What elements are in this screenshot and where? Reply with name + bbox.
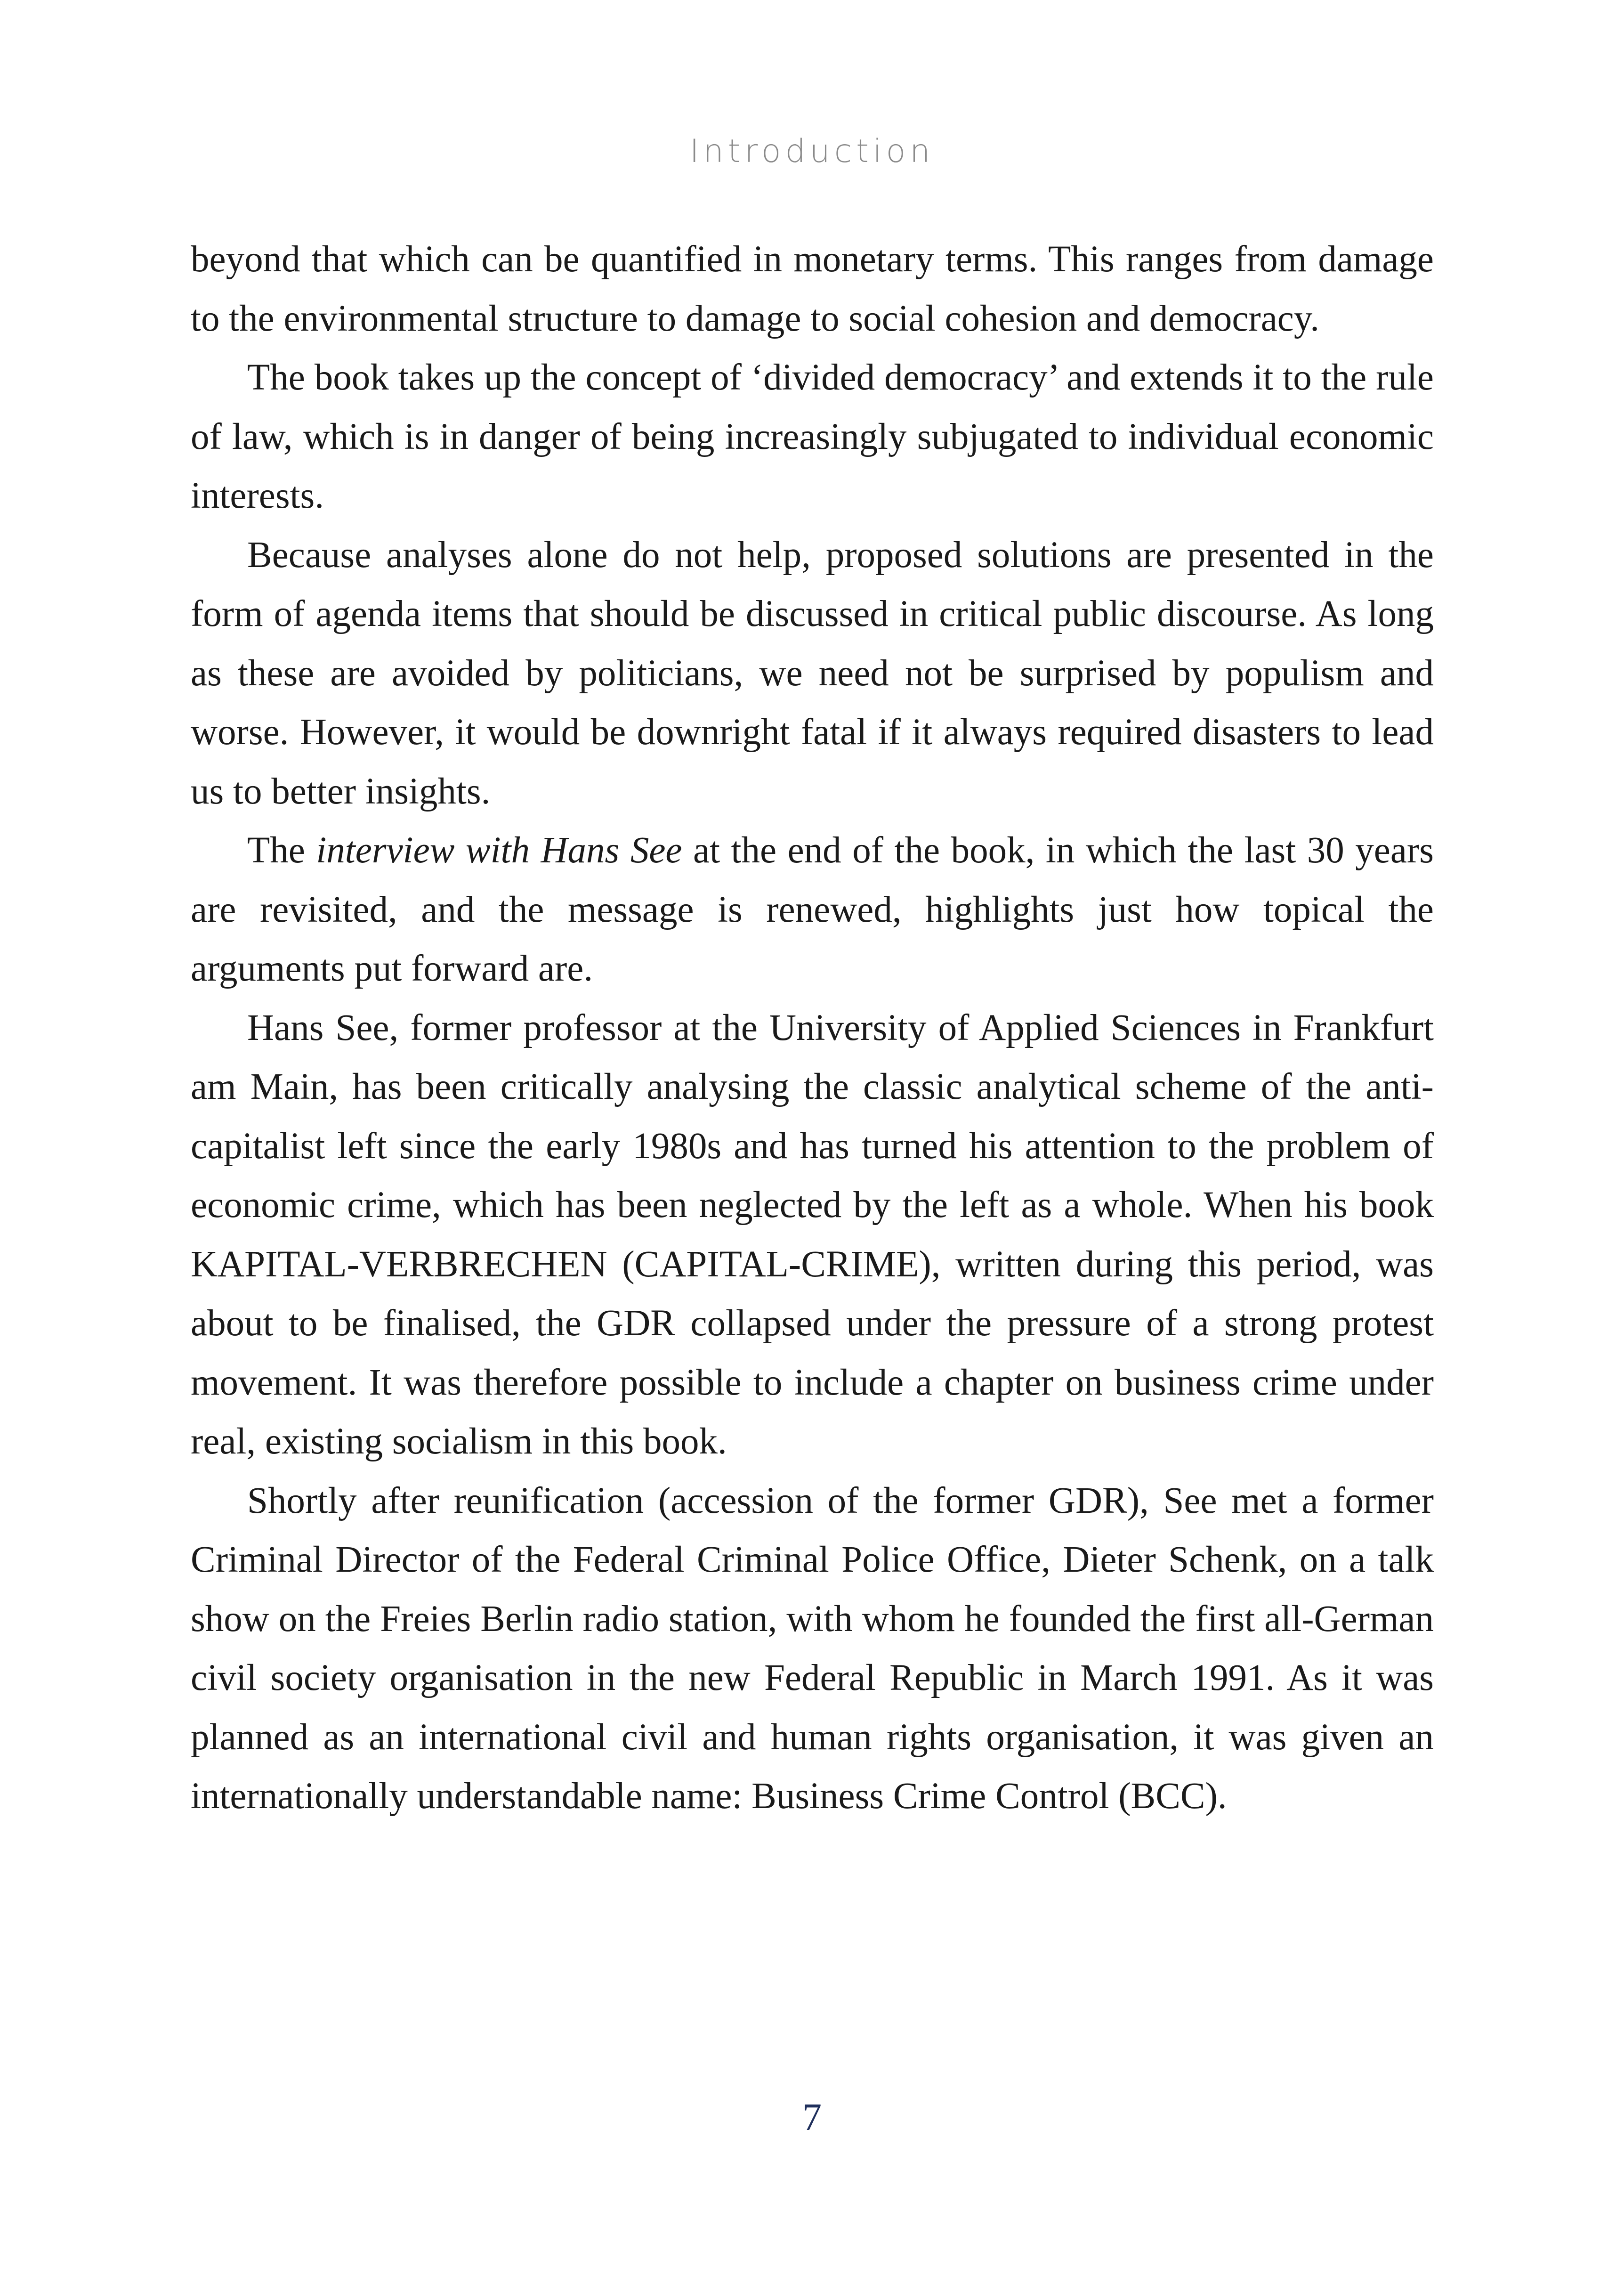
- paragraph-4-before: The: [247, 830, 316, 871]
- paragraph-3: Because analyses alone do not help, proposed solutions are presented in the form of agenda items that should be discussed in critical public discourse. As long as these are avoided by politicians, we need not be surprised by populism and worse. However, it would be downright fatal if it always required disasters to lead us to better insights.: [191, 534, 1434, 812]
- paragraph-2: The book takes up the concept of ‘divided democracy’ and extends it to the rule of law, which is in danger of being increasingly subjugated to individual economic interests.: [191, 357, 1434, 516]
- interview-emphasis: interview with Hans See: [316, 830, 682, 871]
- paragraph-6: Shortly after reunification (accession of the former GDR), See met a former Criminal Director of the Federal Criminal Police Office, Dieter Schenk, on a talk show on the Freies Berlin radio station, with whom he founded the first all-German civil society organisation in the new Federal Republic in March 1991. As it was planned as an international civil and human rights organisation, it was given an internationally understandable name: Business Crime Control (BCC).: [191, 1480, 1434, 1817]
- paragraph-5: Hans See, former professor at the University of Applied Sciences in Frankfurt am Main, has been critically analysing the classic analytical scheme of the anti-capitalist left since the early 1980s and has turned his attention to the problem of economic crime, which has been neglected by the left as a whole. When his book KAPITAL-VERBRECHEN (CAPITAL-CRIME), written during this period, was about to be finalised, the GDR collapsed under the pressure of a strong protest movement. It was therefore possible to include a chapter on business crime under real, existing socialism in this book.: [191, 1007, 1434, 1462]
- page-number: 7: [802, 2095, 822, 2138]
- body-text: [191, 230, 1434, 1826]
- running-header: Introduction: [689, 133, 935, 170]
- paragraph-1: beyond that which can be quantified in monetary terms. This ranges from damage to the environmental structure to damage to social cohesion and democracy.: [191, 239, 1434, 339]
- paragraph-4: [191, 821, 1434, 998]
- paragraph-4-after: at the end of the book, in which the last 30 years are revisited, and the message is renewed, highlights just how topical the arguments put forward are.: [191, 830, 1434, 989]
